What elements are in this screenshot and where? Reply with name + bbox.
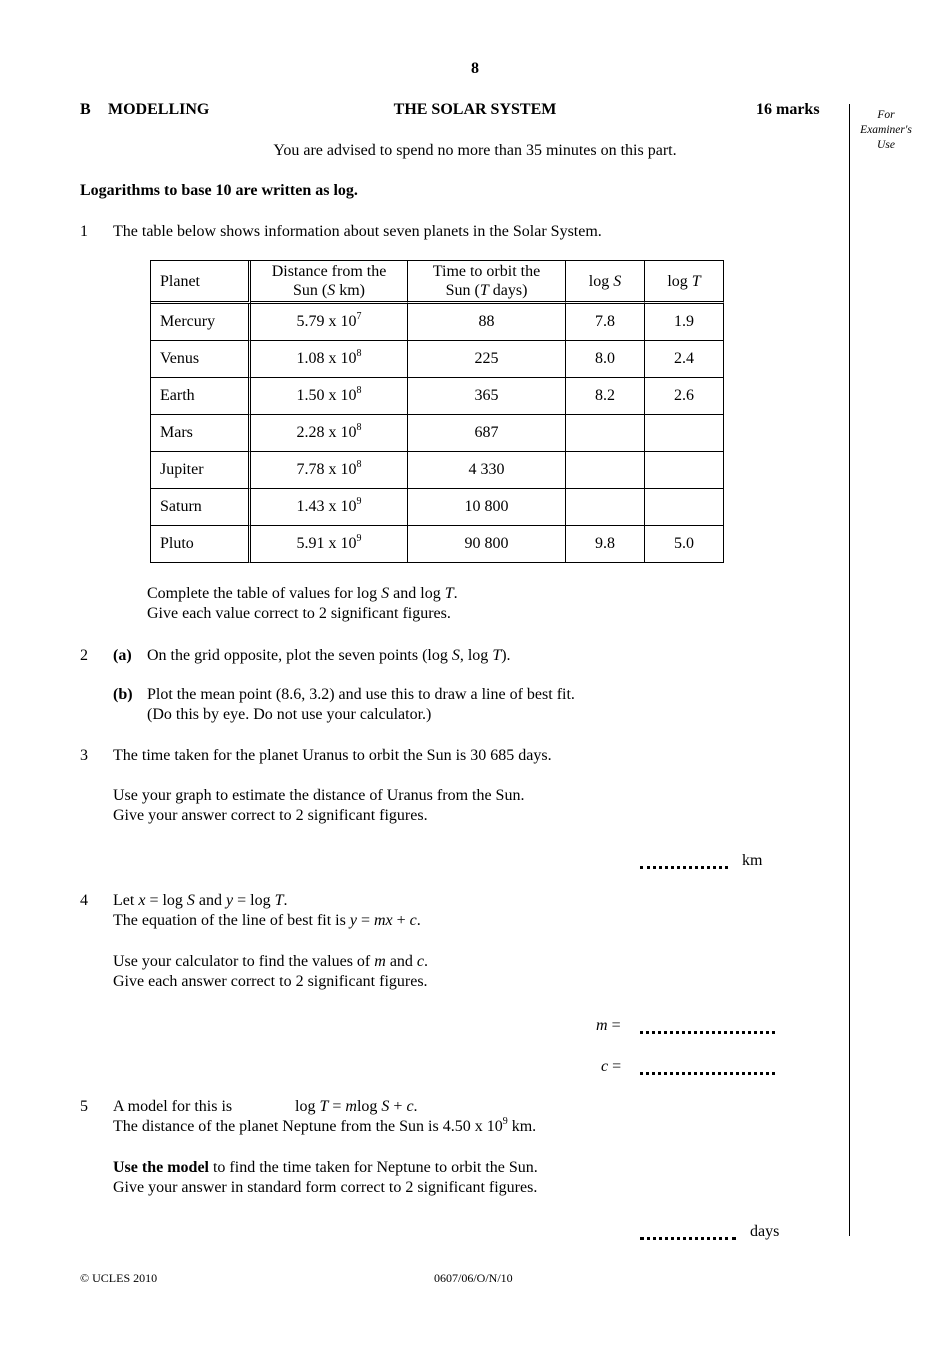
section-letter: B xyxy=(80,101,91,118)
q1-precision: Give each value correct to 2 significant figures. xyxy=(147,605,451,622)
page-number: 8 xyxy=(471,60,479,77)
q5-model-intro: A model for this is xyxy=(113,1098,233,1115)
q5-answer-line[interactable] xyxy=(640,1237,736,1240)
planet-log-t: 5.0 xyxy=(645,526,724,563)
table-header-row xyxy=(151,261,724,304)
q1-number: 1 xyxy=(80,223,88,240)
planet-distance: 1.43 x $10^9$ xyxy=(251,489,408,526)
section-title: THE SOLAR SYSTEM xyxy=(393,101,557,118)
planet-log-t-input[interactable] xyxy=(645,452,724,489)
footer-copyright: © UCLES 2010 xyxy=(80,1271,158,1285)
c-label: c = xyxy=(601,1058,622,1075)
planet-log-s: 8.2 xyxy=(566,378,645,415)
q2b-line2: (Do this by eye. Do not use your calculator.) xyxy=(147,706,432,723)
examiner-line: Use xyxy=(877,139,895,151)
table-row xyxy=(151,304,724,341)
examiner-use-label xyxy=(850,108,922,153)
q4-equation: The equation of the line of best fit is y = mx + c. xyxy=(113,912,421,929)
q4-let: Let x = log S and y = log T. xyxy=(113,892,288,909)
q5-use-model: Use the model to find the time taken for Neptune to orbit the Sun. xyxy=(113,1159,538,1176)
c-answer-line[interactable] xyxy=(640,1072,775,1075)
table-row xyxy=(151,489,724,526)
q3-number: 3 xyxy=(80,747,88,764)
q5-neptune: The distance of the planet Neptune from the Sun is 4.50 x $10^9$ km. xyxy=(113,1116,537,1135)
log-note: Logarithms to base 10 are written as log. xyxy=(80,182,358,199)
m-label: m = xyxy=(596,1017,621,1034)
planet-log-t: 2.6 xyxy=(645,378,724,415)
planet-log-s: 8.0 xyxy=(566,341,645,378)
section-name: MODELLING xyxy=(108,101,210,118)
q4-number: 4 xyxy=(80,892,88,909)
q3-line1: The time taken for the planet Uranus to orbit the Sun is 30 685 days. xyxy=(113,747,552,764)
planet-time: 10 800 xyxy=(408,489,566,526)
q5-number: 5 xyxy=(80,1098,88,1115)
planet-log-t: 2.4 xyxy=(645,341,724,378)
q2a-text: On the grid opposite, plot the seven points (log S, log T). xyxy=(147,647,511,664)
m-answer-line[interactable] xyxy=(640,1031,775,1034)
q5-unit: days xyxy=(750,1223,780,1240)
table-row xyxy=(151,526,724,563)
q4-give: Give each answer correct to 2 significant figures. xyxy=(113,973,428,990)
q2b-label: (b) xyxy=(113,686,133,703)
q3-line2: Use your graph to estimate the distance of Uranus from the Sun. xyxy=(113,787,525,804)
planet-name: Venus xyxy=(151,341,251,378)
planet-log-t-input[interactable] xyxy=(645,415,724,452)
q5-model-equation: log T = mlog S + c. xyxy=(295,1098,418,1115)
header-distance: Distance from the Sun (S km) xyxy=(251,261,408,304)
examiner-line: For xyxy=(877,109,895,121)
planet-log-s: 9.8 xyxy=(566,526,645,563)
planet-log-s-input[interactable] xyxy=(566,452,645,489)
planet-distance: 2.28 x $10^8$ xyxy=(251,415,408,452)
marks: 16 marks xyxy=(756,101,820,118)
q1-text: The table below shows information about seven planets in the Solar System. xyxy=(113,223,602,240)
q5-give: Give your answer in standard form correct to 2 significant figures. xyxy=(113,1179,538,1196)
q2a-label: (a) xyxy=(113,647,132,664)
q3-line3: Give your answer correct to 2 significant figures. xyxy=(113,807,428,824)
table-row xyxy=(151,341,724,378)
planet-distance: 5.79 x $10^7$ xyxy=(251,304,408,341)
planet-distance: 7.78 x $10^8$ xyxy=(251,452,408,489)
q3-answer-line[interactable] xyxy=(640,866,728,869)
table-row xyxy=(151,378,724,415)
planet-log-t: 1.9 xyxy=(645,304,724,341)
planet-name: Earth xyxy=(151,378,251,415)
planet-name: Pluto xyxy=(151,526,251,563)
planet-time: 4 330 xyxy=(408,452,566,489)
planet-time: 88 xyxy=(408,304,566,341)
planet-log-t-input[interactable] xyxy=(645,489,724,526)
planet-name: Saturn xyxy=(151,489,251,526)
q3-unit: km xyxy=(742,852,763,869)
q4-calc: Use your calculator to find the values of m and c. xyxy=(113,953,429,970)
q2-number: 2 xyxy=(80,647,88,664)
table-row xyxy=(151,415,724,452)
table-row xyxy=(151,452,724,489)
planet-name: Mercury xyxy=(151,304,251,341)
planets-table xyxy=(150,260,724,563)
header-time: Time to orbit the Sun (T days) xyxy=(408,261,566,304)
planet-distance: 1.08 x $10^8$ xyxy=(251,341,408,378)
planet-time: 90 800 xyxy=(408,526,566,563)
planet-time: 225 xyxy=(408,341,566,378)
planet-time: 687 xyxy=(408,415,566,452)
header-planet: Planet xyxy=(151,261,251,304)
planet-distance: 1.50 x $10^8$ xyxy=(251,378,408,415)
planet-log-s: 7.8 xyxy=(566,304,645,341)
planet-time: 365 xyxy=(408,378,566,415)
examiner-margin-line xyxy=(849,104,850,1236)
header-log-t: log T xyxy=(645,261,724,304)
examiner-line: Examiner's xyxy=(860,124,912,136)
planet-name: Jupiter xyxy=(151,452,251,489)
footer-code: 0607/06/O/N/10 xyxy=(434,1271,513,1285)
planet-name: Mars xyxy=(151,415,251,452)
q1-instruction: Complete the table of values for log S and log T. xyxy=(147,585,458,602)
time-advice: You are advised to spend no more than 35 minutes on this part. xyxy=(273,142,677,159)
planet-log-s-input[interactable] xyxy=(566,415,645,452)
planet-log-s-input[interactable] xyxy=(566,489,645,526)
q2b-line1: Plot the mean point (8.6, 3.2) and use this to draw a line of best fit. xyxy=(147,686,575,703)
header-log-s: log S xyxy=(566,261,645,304)
planet-distance: 5.91 x $10^9$ xyxy=(251,526,408,563)
